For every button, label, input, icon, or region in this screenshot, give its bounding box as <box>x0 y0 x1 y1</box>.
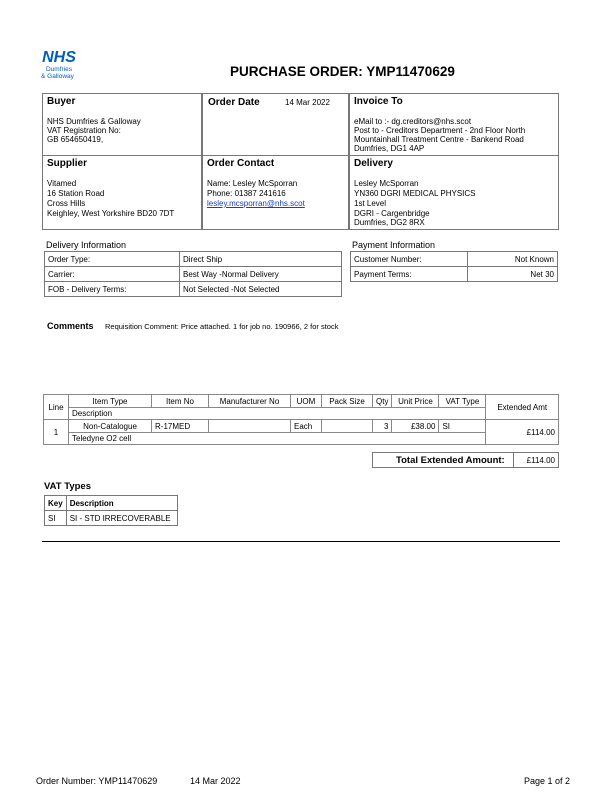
total-value: £114.00 <box>526 456 555 465</box>
vat-key: SI <box>45 511 67 526</box>
delivery-heading: Delivery <box>354 158 393 169</box>
delivery-info-table <box>44 251 342 297</box>
item-manufacturer-no <box>209 420 291 433</box>
item-description: Teledyne O2 cell <box>69 433 486 445</box>
item-pack-size <box>322 420 373 433</box>
col-manufacturer-no-header: Manufacturer No <box>209 395 291 408</box>
buyer-line-1: NHS Dumfries & Galloway <box>47 117 141 126</box>
footer-date: 14 Mar 2022 <box>190 776 241 786</box>
order-date-heading: Order Date <box>208 97 260 108</box>
item-unit-price: £38.00 <box>392 420 439 433</box>
col-pack-size-header: Pack Size <box>322 395 373 408</box>
col-vat-type-header: VAT Type <box>439 395 486 408</box>
invoice-to-heading: Invoice To <box>354 96 403 107</box>
table-row <box>45 511 178 526</box>
col-extended-amt-header: Extended Amt <box>486 395 559 420</box>
footer-order-number: Order Number: YMP11470629 <box>36 776 158 786</box>
table-row-description <box>44 433 559 445</box>
nhs-logo-text: NHS <box>42 49 76 66</box>
supplier-line-4: Keighley, West Yorkshire BD20 7DT <box>47 209 175 218</box>
carrier-value: Best Way -Normal Delivery <box>180 267 342 282</box>
table-row <box>45 282 342 297</box>
vat-types-table <box>44 495 178 526</box>
buyer-heading: Buyer <box>47 96 76 107</box>
buyer-box <box>42 93 202 156</box>
item-line-number: 1 <box>44 420 69 445</box>
customer-number-label: Customer Number: <box>351 252 468 267</box>
item-uom: Each <box>291 420 322 433</box>
vat-description: SI - STD IRRECOVERABLE <box>66 511 177 526</box>
vat-types-heading: VAT Types <box>44 481 91 492</box>
delivery-line-3: 1st Level <box>354 199 387 208</box>
order-type-label: Order Type: <box>45 252 180 267</box>
carrier-label: Carrier: <box>45 267 180 282</box>
delivery-line-2: YN360 DGRI MEDICAL PHYSICS <box>354 189 476 198</box>
item-vat-type: SI <box>439 420 486 433</box>
footer-page-number: Page 1 of 2 <box>524 776 571 786</box>
table-row <box>45 496 178 511</box>
total-box <box>372 452 559 468</box>
invoice-to-line-1: eMail to :- dg.creditors@nhs.scot <box>354 117 472 126</box>
payment-terms-value: Net 30 <box>468 267 558 282</box>
nhs-logo-board-line1: Dumfries <box>46 66 73 73</box>
payment-terms-label: Payment Terms: <box>351 267 468 282</box>
order-contact-heading: Order Contact <box>207 158 275 169</box>
total-divider <box>513 453 514 467</box>
items-header-row <box>44 395 559 408</box>
order-contact-phone: Phone: 01387 241616 <box>207 189 286 198</box>
col-description-header: Description <box>69 408 486 420</box>
supplier-line-3: Cross Hills <box>47 199 86 208</box>
order-date-value: 14 Mar 2022 <box>285 98 330 107</box>
table-row <box>45 252 342 267</box>
col-item-no-header: Item No <box>152 395 209 408</box>
table-row <box>351 267 558 282</box>
table-row <box>45 267 342 282</box>
nhs-logo <box>41 50 91 92</box>
col-uom-header: UOM <box>291 395 322 408</box>
supplier-heading: Supplier <box>47 158 88 169</box>
comments-label: Comments <box>47 321 94 331</box>
table-row <box>44 420 559 433</box>
supplier-box <box>42 155 202 230</box>
col-line-header: Line <box>44 395 69 420</box>
section-divider <box>42 541 560 542</box>
order-date-box <box>202 93 349 156</box>
table-row <box>351 252 558 267</box>
col-qty-header: Qty <box>373 395 392 408</box>
order-contact-email-link[interactable]: lesley.mcsporran@nhs.scot <box>207 199 305 208</box>
invoice-to-line-4: Dumfries, DG1 4AP <box>354 144 425 153</box>
item-type: Non-Catalogue <box>69 420 152 433</box>
invoice-to-line-3: Mountainhall Treatment Centre - Bankend Road <box>354 135 524 144</box>
invoice-to-box <box>349 93 559 156</box>
col-unit-price-header: Unit Price <box>392 395 439 408</box>
delivery-line-1: Lesley McSporran <box>354 179 419 188</box>
order-type-value: Direct Ship <box>180 252 342 267</box>
supplier-line-1: Vitamed <box>47 179 77 188</box>
vat-key-header: Key <box>45 496 67 511</box>
delivery-line-5: Dumfries, DG2 8RX <box>354 218 425 227</box>
items-table <box>43 394 559 445</box>
col-item-type-header: Item Type <box>69 395 152 408</box>
page-title: PURCHASE ORDER: YMP11470629 <box>230 64 455 79</box>
comments-text: Requisition Comment: Price attached. 1 for job no. 190966, 2 for stock <box>105 322 339 331</box>
delivery-box <box>349 155 559 230</box>
fob-terms-label: FOB - Delivery Terms: <box>45 282 180 297</box>
order-contact-name: Name: Lesley McSporran <box>207 179 298 188</box>
order-contact-box <box>202 155 349 230</box>
fob-terms-value: Not Selected -Not Selected <box>180 282 342 297</box>
item-qty: 3 <box>373 420 392 433</box>
customer-number-value: Not Known <box>468 252 558 267</box>
vat-description-header: Description <box>66 496 177 511</box>
item-extended-amt: £114.00 <box>486 420 559 445</box>
buyer-line-2: VAT Registration No: <box>47 126 121 135</box>
invoice-to-line-2: Post to - Creditors Department - 2nd Floor North <box>354 126 526 135</box>
items-header-row-2 <box>44 408 559 420</box>
delivery-info-heading: Delivery Information <box>46 240 127 250</box>
payment-info-table <box>350 251 558 282</box>
total-label: Total Extended Amount: <box>396 455 505 466</box>
nhs-logo-board-line2: & Galloway <box>41 73 74 80</box>
delivery-line-4: DGRI - Cargenbridge <box>354 209 430 218</box>
supplier-line-2: 16 Station Road <box>47 189 105 198</box>
payment-info-heading: Payment Information <box>352 240 436 250</box>
buyer-line-3: GB 654650419, <box>47 135 104 144</box>
item-no: R-17MED <box>152 420 209 433</box>
